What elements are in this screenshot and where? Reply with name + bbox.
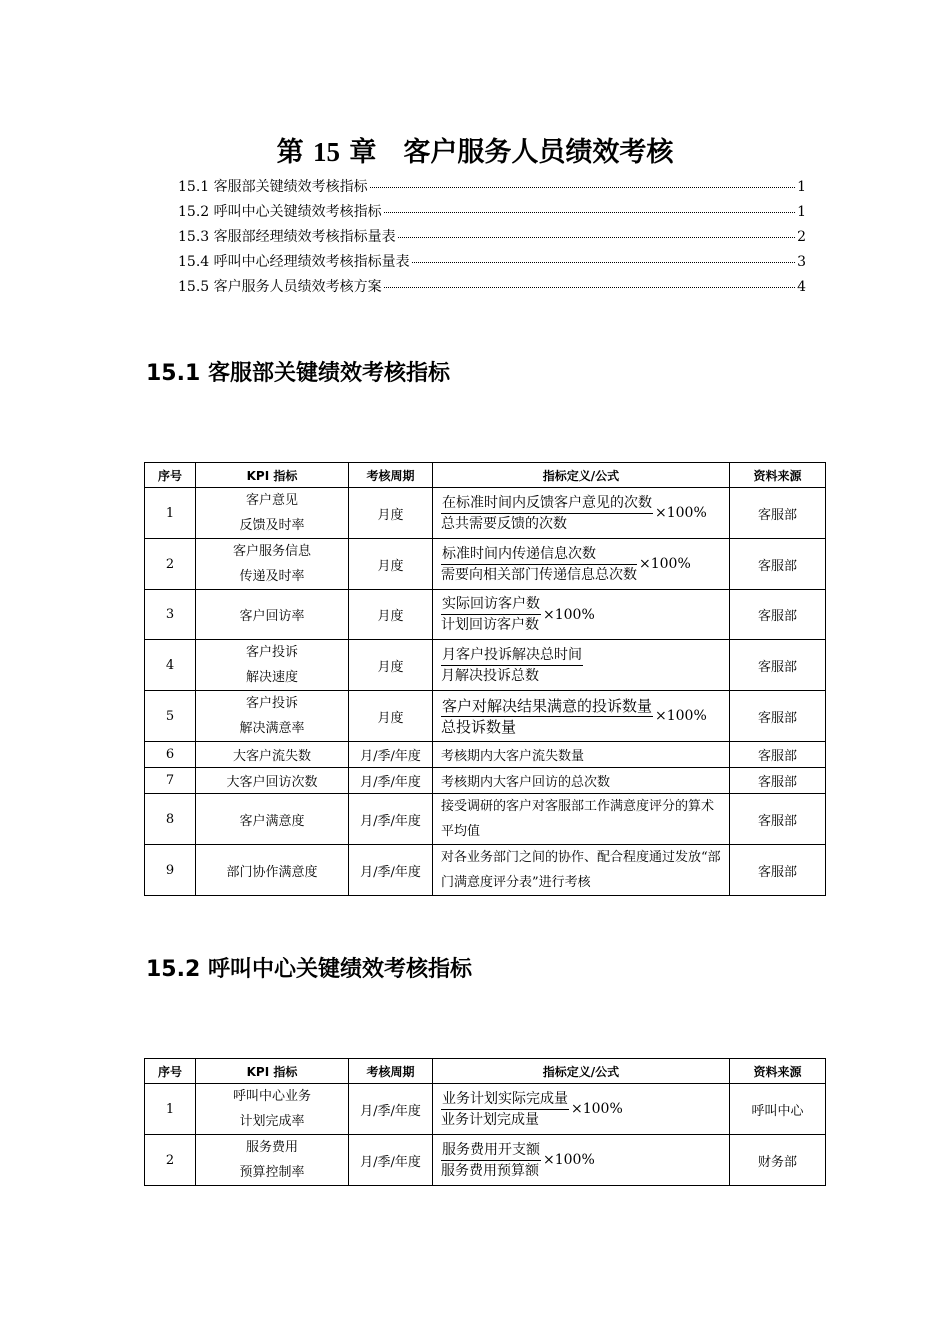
cell-formula: [433, 590, 730, 640]
formula-denominator: 月解决投诉总数: [441, 667, 539, 684]
formula-numerator: 业务计划实际完成量: [441, 1089, 569, 1110]
cell-period: 月/季/年度: [349, 1135, 433, 1186]
formula-numerator: 客户对解决结果满意的投诉数量: [442, 696, 653, 715]
kpi-line: 传递及时率: [239, 569, 305, 584]
toc-leader-dots: [412, 262, 795, 263]
header-period: 考核周期: [349, 463, 433, 488]
cell-period: 月/季/年度: [349, 1084, 433, 1135]
cell-no: 1: [145, 1084, 196, 1135]
cell-no: 8: [145, 794, 196, 845]
cell-source: 客服部: [730, 845, 826, 896]
cell-source: 客服部: [730, 768, 826, 794]
cell-source: 客服部: [730, 742, 826, 768]
toc-entry[interactable]: [178, 251, 806, 276]
kpi-line: 计划完成率: [239, 1114, 305, 1129]
cell-no: 7: [145, 768, 196, 794]
formula-multiplier: ×100%: [655, 708, 707, 724]
toc-entry[interactable]: [178, 176, 806, 201]
chapter-title-text: 章 客户服务人员绩效考核: [349, 137, 674, 168]
cell-kpi: [196, 640, 349, 691]
toc-entry-page: 4: [797, 279, 806, 295]
formula-denominator: 业务计划完成量: [441, 1111, 539, 1128]
toc-entry[interactable]: [178, 276, 806, 301]
toc-entry-label: 15.3 客服部经理绩效考核指标量表: [178, 229, 396, 245]
toc-entry[interactable]: [178, 226, 806, 251]
formula-numerator: 实际回访客户数: [441, 594, 541, 615]
kpi-line: 客户服务信息: [232, 544, 311, 559]
kpi-line: 客户回访率: [239, 609, 305, 624]
cell-source: 客服部: [730, 794, 826, 845]
formula-multiplier: ×100%: [639, 556, 691, 572]
header-source: 资料来源: [730, 1059, 826, 1084]
toc-leader-dots: [384, 287, 795, 288]
table-of-contents: [178, 176, 806, 301]
kpi-line: 大客户流失数: [232, 749, 311, 764]
cell-period: 月/季/年度: [349, 794, 433, 845]
formula-multiplier: ×100%: [655, 505, 707, 521]
cell-kpi: [196, 1084, 349, 1135]
kpi-line: 大客户回访次数: [226, 775, 318, 790]
cell-period: 月度: [349, 640, 433, 691]
cell-definition: 对各业务部门之间的协作、配合程度通过发放“部门满意度评分表”进行考核: [433, 845, 730, 896]
cell-source: 客服部: [730, 691, 826, 742]
formula-numerator: 在标准时间内反馈客户意见的次数: [441, 493, 653, 514]
header-definition: 指标定义/公式: [433, 463, 730, 488]
header-definition: 指标定义/公式: [433, 1059, 730, 1084]
toc-leader-dots: [398, 237, 795, 238]
kpi-line: 解决速度: [245, 670, 298, 685]
kpi-line: 客户投诉: [245, 645, 298, 660]
cell-period: 月/季/年度: [349, 768, 433, 794]
cell-no: 2: [145, 539, 196, 590]
formula-numerator: 月客户投诉解决总时间: [441, 645, 583, 666]
toc-entry-page: 2: [797, 229, 806, 245]
cell-formula: [433, 539, 730, 590]
toc-entry-label: 15.2 呼叫中心关键绩效考核指标: [178, 204, 382, 220]
cell-no: 9: [145, 845, 196, 896]
kpi-line: 反馈及时率: [239, 518, 305, 533]
table-row: [145, 539, 826, 590]
cell-kpi: [196, 742, 349, 768]
cell-kpi: [196, 1135, 349, 1186]
cell-no: 6: [145, 742, 196, 768]
cell-period: 月/季/年度: [349, 742, 433, 768]
cell-kpi: [196, 794, 349, 845]
chapter-title: [0, 130, 950, 169]
kpi-table-call-center: [144, 1058, 826, 1186]
table-row: [145, 794, 826, 845]
formula-denominator: 总投诉数量: [441, 717, 517, 736]
toc-entry-page: 3: [797, 254, 806, 270]
cell-formula: [433, 1084, 730, 1135]
table-row: [145, 640, 826, 691]
toc-entry-page: 1: [797, 179, 806, 195]
cell-kpi: [196, 768, 349, 794]
table-header-row: [145, 463, 826, 488]
formula-multiplier: ×100%: [571, 1101, 623, 1117]
cell-period: 月度: [349, 691, 433, 742]
cell-source: 客服部: [730, 640, 826, 691]
kpi-line: 客户满意度: [239, 813, 305, 829]
cell-source: 客服部: [730, 488, 826, 539]
cell-source: 客服部: [730, 539, 826, 590]
table-row: [145, 845, 826, 896]
kpi-line: 客户意见: [245, 493, 298, 508]
section-title-15-2: 15.2 呼叫中心关键绩效考核指标: [146, 957, 472, 982]
table-row: [145, 590, 826, 640]
formula-denominator: 计划回访客户数: [441, 617, 539, 633]
table-row: [145, 691, 826, 742]
chapter-title-number: 15: [313, 137, 340, 167]
kpi-table-customer-service: [144, 462, 826, 896]
cell-no: 1: [145, 488, 196, 539]
header-no: 序号: [145, 463, 196, 488]
kpi-line: 客户投诉: [245, 696, 298, 711]
cell-definition: 考核期内大客户流失数量: [433, 742, 730, 768]
cell-no: 2: [145, 1135, 196, 1186]
kpi-line: 预算控制率: [239, 1165, 305, 1180]
cell-period: 月度: [349, 488, 433, 539]
cell-formula: [433, 488, 730, 539]
cell-kpi: [196, 539, 349, 590]
header-source: 资料来源: [730, 463, 826, 488]
cell-no: 5: [145, 691, 196, 742]
table-row: [145, 742, 826, 768]
header-no: 序号: [145, 1059, 196, 1084]
toc-leader-dots: [384, 212, 795, 213]
cell-definition: 考核期内大客户回访的总次数: [433, 768, 730, 794]
toc-entry-label: 15.4 呼叫中心经理绩效考核指标量表: [178, 254, 410, 270]
toc-leader-dots: [370, 187, 795, 188]
toc-entry-label: 15.5 客户服务人员绩效考核方案: [178, 279, 382, 295]
toc-entry[interactable]: [178, 201, 806, 226]
cell-period: 月度: [349, 539, 433, 590]
formula-numerator: 标准时间内传递信息次数: [441, 544, 637, 565]
kpi-line: 解决满意率: [239, 721, 305, 736]
table-header-row: [145, 1059, 826, 1084]
formula-denominator: 总共需要反馈的次数: [441, 515, 567, 532]
cell-formula: [433, 691, 730, 742]
header-kpi: KPI 指标: [196, 1059, 349, 1084]
table-row: [145, 488, 826, 539]
cell-formula: [433, 640, 730, 691]
cell-kpi: [196, 590, 349, 640]
toc-entry-page: 1: [797, 204, 806, 220]
toc-entry-label: 15.1 客服部关键绩效考核指标: [178, 179, 368, 195]
formula-denominator: 需要向相关部门传递信息总次数: [441, 566, 637, 583]
cell-period: 月/季/年度: [349, 845, 433, 896]
cell-kpi: [196, 691, 349, 742]
table-row: [145, 768, 826, 794]
header-period: 考核周期: [349, 1059, 433, 1084]
cell-formula: [433, 1135, 730, 1186]
formula-multiplier: ×100%: [543, 1152, 595, 1168]
cell-no: 3: [145, 590, 196, 640]
cell-definition: 接受调研的客户对客服部工作满意度评分的算术平均值: [433, 794, 730, 845]
kpi-line: 呼叫中心业务: [232, 1089, 311, 1104]
cell-source: 财务部: [730, 1135, 826, 1186]
chapter-title-prefix: 第: [276, 137, 304, 168]
cell-source: 客服部: [730, 590, 826, 640]
cell-period: 月度: [349, 590, 433, 640]
cell-kpi: [196, 845, 349, 896]
kpi-line: 服务费用: [245, 1140, 298, 1155]
header-kpi: KPI 指标: [196, 463, 349, 488]
table-row: [145, 1084, 826, 1135]
cell-no: 4: [145, 640, 196, 691]
cell-kpi: [196, 488, 349, 539]
cell-source: 呼叫中心: [730, 1084, 826, 1135]
formula-denominator: 服务费用预算额: [441, 1162, 539, 1179]
table-row: [145, 1135, 826, 1186]
section-title-15-1: 15.1 客服部关键绩效考核指标: [146, 361, 450, 386]
formula-numerator: 服务费用开支额: [441, 1140, 541, 1161]
formula-multiplier: ×100%: [543, 606, 595, 623]
kpi-line: 部门协作满意度: [226, 864, 318, 880]
